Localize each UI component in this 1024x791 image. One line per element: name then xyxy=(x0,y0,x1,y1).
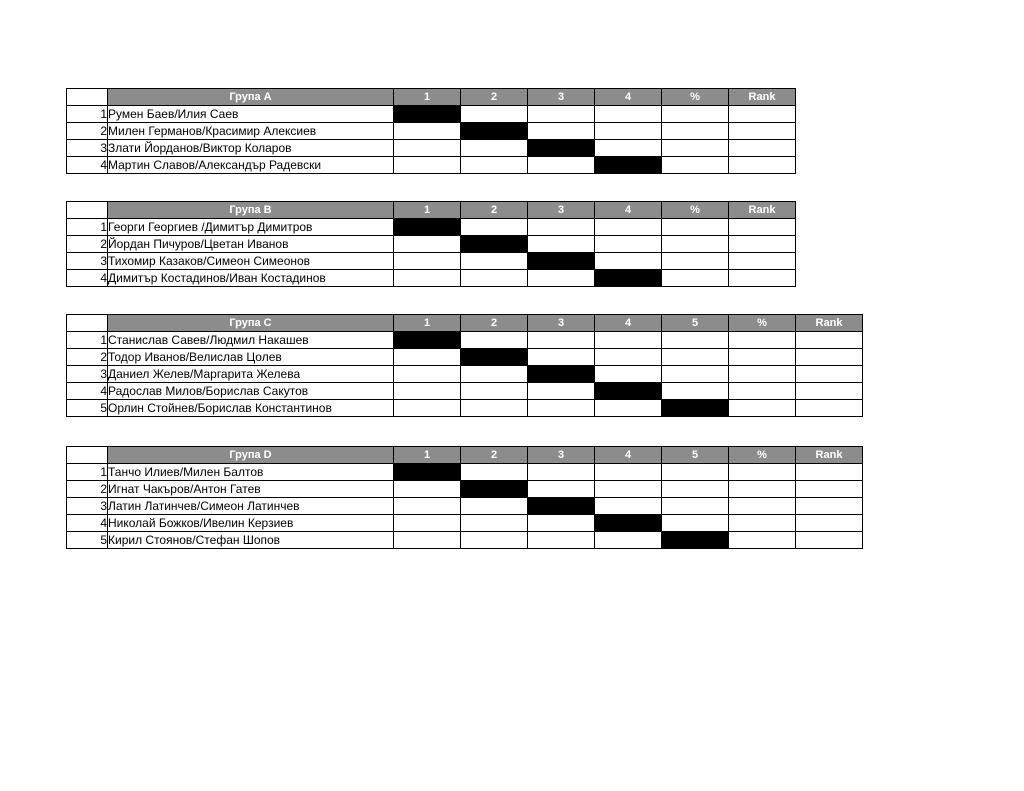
column-header: 4 xyxy=(595,202,662,219)
table-row xyxy=(67,383,863,400)
score-cell xyxy=(662,464,729,481)
rank-cell xyxy=(729,236,796,253)
table-row xyxy=(67,400,863,417)
row-number: 1 xyxy=(67,332,108,349)
group-table-a xyxy=(66,88,796,174)
row-number: 3 xyxy=(67,140,108,157)
percent-cell xyxy=(729,366,796,383)
score-cell xyxy=(662,383,729,400)
score-cell xyxy=(394,140,461,157)
team-name: Кирил Стоянов/Стефан Шопов xyxy=(108,532,394,549)
score-cell xyxy=(461,515,528,532)
rank-cell xyxy=(796,464,863,481)
score-cell xyxy=(528,219,595,236)
row-number: 2 xyxy=(67,236,108,253)
column-header: 3 xyxy=(528,315,595,332)
rank-cell xyxy=(796,400,863,417)
percent-cell xyxy=(662,106,729,123)
team-name: Румен Баев/Илия Саев xyxy=(108,106,394,123)
score-cell xyxy=(528,464,595,481)
score-cell xyxy=(461,532,528,549)
blocked-cell xyxy=(394,106,461,123)
score-cell xyxy=(461,270,528,287)
row-number: 3 xyxy=(67,253,108,270)
score-cell xyxy=(394,123,461,140)
score-cell xyxy=(662,515,729,532)
score-cell xyxy=(662,366,729,383)
score-cell xyxy=(528,349,595,366)
percent-cell xyxy=(729,332,796,349)
team-name: Даниел Желев/Маргарита Желева xyxy=(108,366,394,383)
column-header: 1 xyxy=(394,89,461,106)
table-row xyxy=(67,332,863,349)
percent-cell xyxy=(729,532,796,549)
row-number: 4 xyxy=(67,515,108,532)
column-header-rank: Rank xyxy=(796,315,863,332)
column-header: 1 xyxy=(394,447,461,464)
column-header: 5 xyxy=(662,315,729,332)
column-header: 4 xyxy=(595,447,662,464)
group-title: Група В xyxy=(108,202,394,219)
blocked-cell xyxy=(394,464,461,481)
row-number: 2 xyxy=(67,123,108,140)
group-title: Група D xyxy=(108,447,394,464)
score-cell xyxy=(595,123,662,140)
percent-cell xyxy=(729,515,796,532)
team-name: Димитър Костадинов/Иван Костадинов xyxy=(108,270,394,287)
team-name: Латин Латинчев/Симеон Латинчев xyxy=(108,498,394,515)
blocked-cell xyxy=(528,140,595,157)
team-name: Орлин Стойнев/Борислав Константинов xyxy=(108,400,394,417)
group-title: Група С xyxy=(108,315,394,332)
team-name: Николай Божков/Ивелин Керзиев xyxy=(108,515,394,532)
column-header: 2 xyxy=(461,89,528,106)
blocked-cell xyxy=(595,515,662,532)
column-header-percent: % xyxy=(662,202,729,219)
row-number: 1 xyxy=(67,106,108,123)
header-corner-cell xyxy=(67,315,108,332)
score-cell xyxy=(394,157,461,174)
percent-cell xyxy=(729,349,796,366)
blocked-cell xyxy=(528,366,595,383)
score-cell xyxy=(461,464,528,481)
table-row xyxy=(67,140,796,157)
score-cell xyxy=(528,270,595,287)
table-row xyxy=(67,157,796,174)
blocked-cell xyxy=(595,157,662,174)
score-cell xyxy=(394,253,461,270)
blocked-cell xyxy=(528,498,595,515)
column-header: 4 xyxy=(595,89,662,106)
row-number: 4 xyxy=(67,270,108,287)
group-table-d xyxy=(66,446,863,549)
rank-cell xyxy=(796,366,863,383)
score-cell xyxy=(662,349,729,366)
score-cell xyxy=(662,332,729,349)
blocked-cell xyxy=(461,123,528,140)
score-cell xyxy=(394,481,461,498)
column-header: 3 xyxy=(528,447,595,464)
column-header: 3 xyxy=(528,89,595,106)
percent-cell xyxy=(729,400,796,417)
blocked-cell xyxy=(461,349,528,366)
score-cell xyxy=(595,106,662,123)
score-cell xyxy=(528,157,595,174)
score-cell xyxy=(461,400,528,417)
row-number: 1 xyxy=(67,464,108,481)
team-name: Мартин Славов/Александър Радевски xyxy=(108,157,394,174)
table-row xyxy=(67,515,863,532)
score-cell xyxy=(595,400,662,417)
table-row xyxy=(67,236,796,253)
group-table-c xyxy=(66,314,863,417)
team-name: Радослав Милов/Борислав Сакутов xyxy=(108,383,394,400)
row-number: 2 xyxy=(67,481,108,498)
group-header-row xyxy=(67,315,863,332)
score-cell xyxy=(394,515,461,532)
group-header-row xyxy=(67,89,796,106)
score-cell xyxy=(595,253,662,270)
column-header-rank: Rank xyxy=(729,202,796,219)
score-cell xyxy=(595,481,662,498)
score-cell xyxy=(461,383,528,400)
rank-cell xyxy=(796,332,863,349)
score-cell xyxy=(595,219,662,236)
percent-cell xyxy=(729,464,796,481)
blocked-cell xyxy=(595,383,662,400)
blocked-cell xyxy=(528,253,595,270)
group-table-b xyxy=(66,201,796,287)
score-cell xyxy=(528,123,595,140)
row-number: 4 xyxy=(67,383,108,400)
score-cell xyxy=(528,106,595,123)
blocked-cell xyxy=(461,236,528,253)
blocked-cell xyxy=(662,400,729,417)
blocked-cell xyxy=(595,270,662,287)
column-header: 1 xyxy=(394,315,461,332)
team-name: Йордан Пичуров/Цветан Иванов xyxy=(108,236,394,253)
score-cell xyxy=(528,532,595,549)
table-row xyxy=(67,123,796,140)
score-cell xyxy=(461,366,528,383)
score-cell xyxy=(595,464,662,481)
team-name: Злати Йорданов/Виктор Коларов xyxy=(108,140,394,157)
team-name: Игнат Чакъров/Антон Гатев xyxy=(108,481,394,498)
table-row xyxy=(67,464,863,481)
rank-cell xyxy=(796,532,863,549)
score-cell xyxy=(394,383,461,400)
percent-cell xyxy=(729,481,796,498)
group-header-row xyxy=(67,202,796,219)
header-corner-cell xyxy=(67,202,108,219)
percent-cell xyxy=(662,219,729,236)
blocked-cell xyxy=(394,219,461,236)
column-header-percent: % xyxy=(729,315,796,332)
score-cell xyxy=(662,481,729,498)
score-cell xyxy=(394,498,461,515)
percent-cell xyxy=(662,123,729,140)
team-name: Георги Георгиев /Димитър Димитров xyxy=(108,219,394,236)
rank-cell xyxy=(796,498,863,515)
score-cell xyxy=(461,332,528,349)
column-header: 2 xyxy=(461,202,528,219)
score-cell xyxy=(394,532,461,549)
percent-cell xyxy=(729,383,796,400)
team-name: Тодор Иванов/Велислав Цолев xyxy=(108,349,394,366)
row-number: 3 xyxy=(67,366,108,383)
column-header: 5 xyxy=(662,447,729,464)
rank-cell xyxy=(796,383,863,400)
score-cell xyxy=(528,383,595,400)
percent-cell xyxy=(662,140,729,157)
team-name: Танчо Илиев/Милен Балтов xyxy=(108,464,394,481)
score-cell xyxy=(461,253,528,270)
score-cell xyxy=(394,236,461,253)
rank-cell xyxy=(729,140,796,157)
column-header: 2 xyxy=(461,447,528,464)
score-cell xyxy=(461,219,528,236)
column-header: 2 xyxy=(461,315,528,332)
score-cell xyxy=(595,366,662,383)
table-row xyxy=(67,532,863,549)
table-row xyxy=(67,106,796,123)
header-corner-cell xyxy=(67,447,108,464)
blocked-cell xyxy=(662,532,729,549)
score-cell xyxy=(528,481,595,498)
table-row xyxy=(67,253,796,270)
row-number: 1 xyxy=(67,219,108,236)
score-cell xyxy=(461,140,528,157)
score-cell xyxy=(394,366,461,383)
group-header-row xyxy=(67,447,863,464)
score-cell xyxy=(394,270,461,287)
row-number: 3 xyxy=(67,498,108,515)
rank-cell xyxy=(729,253,796,270)
team-name: Станислав Савев/Людмил Накашев xyxy=(108,332,394,349)
table-row xyxy=(67,219,796,236)
score-cell xyxy=(595,332,662,349)
score-cell xyxy=(662,498,729,515)
column-header-rank: Rank xyxy=(729,89,796,106)
column-header: 4 xyxy=(595,315,662,332)
column-header-percent: % xyxy=(662,89,729,106)
rank-cell xyxy=(796,481,863,498)
column-header: 1 xyxy=(394,202,461,219)
table-row xyxy=(67,349,863,366)
column-header: 3 xyxy=(528,202,595,219)
score-cell xyxy=(595,532,662,549)
row-number: 4 xyxy=(67,157,108,174)
percent-cell xyxy=(662,253,729,270)
row-number: 5 xyxy=(67,400,108,417)
score-cell xyxy=(595,140,662,157)
score-cell xyxy=(461,157,528,174)
score-cell xyxy=(528,400,595,417)
score-cell xyxy=(528,515,595,532)
score-cell xyxy=(528,236,595,253)
table-row xyxy=(67,481,863,498)
rank-cell xyxy=(796,515,863,532)
percent-cell xyxy=(729,498,796,515)
rank-cell xyxy=(729,106,796,123)
score-cell xyxy=(595,349,662,366)
percent-cell xyxy=(662,270,729,287)
table-row xyxy=(67,270,796,287)
row-number: 5 xyxy=(67,532,108,549)
score-cell xyxy=(528,332,595,349)
rank-cell xyxy=(729,270,796,287)
table-row xyxy=(67,366,863,383)
score-cell xyxy=(461,498,528,515)
rank-cell xyxy=(729,157,796,174)
rank-cell xyxy=(796,349,863,366)
percent-cell xyxy=(662,157,729,174)
score-cell xyxy=(394,400,461,417)
team-name: Тихомир Казаков/Симеон Симеонов xyxy=(108,253,394,270)
score-cell xyxy=(394,349,461,366)
column-header-percent: % xyxy=(729,447,796,464)
header-corner-cell xyxy=(67,89,108,106)
score-cell xyxy=(595,498,662,515)
score-cell xyxy=(595,236,662,253)
score-cell xyxy=(461,106,528,123)
team-name: Милен Германов/Красимир Алексиев xyxy=(108,123,394,140)
rank-cell xyxy=(729,219,796,236)
blocked-cell xyxy=(394,332,461,349)
row-number: 2 xyxy=(67,349,108,366)
rank-cell xyxy=(729,123,796,140)
column-header-rank: Rank xyxy=(796,447,863,464)
table-row xyxy=(67,498,863,515)
blocked-cell xyxy=(461,481,528,498)
group-title: Група А xyxy=(108,89,394,106)
percent-cell xyxy=(662,236,729,253)
